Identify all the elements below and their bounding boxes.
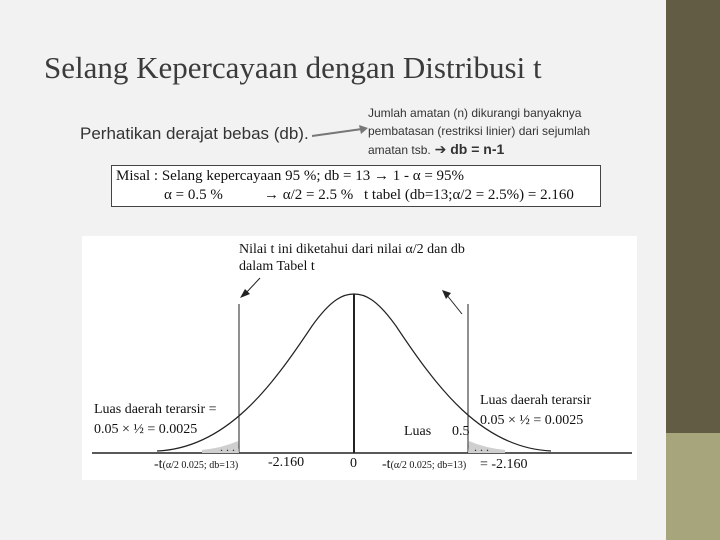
left-critical-t-value: -2.160 xyxy=(268,455,305,470)
center-area-label: Luas xyxy=(404,424,432,439)
right-critical-t-value: = -2.160 xyxy=(480,457,528,472)
pointer-arrow-icon xyxy=(310,124,370,144)
right-tail-dots: . . . xyxy=(474,440,489,454)
right-arrow-icon: ➔ xyxy=(434,141,447,157)
left-area-label: Luas daerah terarsir = xyxy=(94,402,217,417)
right-callout-arrowhead xyxy=(442,290,451,299)
right-area-value: 0.05 × ½ = 0.0025 xyxy=(480,413,584,428)
left-area-value: 0.05 × ½ = 0.0025 xyxy=(94,422,198,437)
example-half-alpha: → α/2 = 2.5 % xyxy=(264,187,354,203)
note-line-1: Jumlah amatan (n) dikurangi banyaknya xyxy=(368,106,582,120)
center-zero-label: 0 xyxy=(350,456,357,471)
right-t-prefix: -t xyxy=(382,457,391,472)
example-box xyxy=(111,165,601,207)
center-area-value: 0.5 xyxy=(452,424,470,439)
example-t-table: t tabel (db=13;α/2 = 2.5%) = 2.160 xyxy=(364,187,574,203)
left-t-subscript: (α/2 0.025; db=13) xyxy=(162,460,239,471)
left-critical-t-label xyxy=(154,456,238,474)
t-distribution-figure xyxy=(82,236,637,480)
left-t-prefix: -t xyxy=(154,457,163,472)
example-alpha: α = 0.5 % xyxy=(164,187,223,203)
slide-title: Selang Kepercayaan dengan Distribusi t xyxy=(44,50,542,85)
callout-line-1: Nilai t ini diketahui dari nilai α/2 dan db xyxy=(239,242,465,257)
right-callout-arrow xyxy=(446,294,462,314)
degrees-of-freedom-prompt: Perhatikan derajat bebas (db). xyxy=(80,124,309,143)
note-line-3 xyxy=(368,140,638,159)
db-formula: db = n-1 xyxy=(450,141,505,157)
right-t-subscript: (α/2 0.025; db=13) xyxy=(390,460,467,471)
sidebar-accent-decoration xyxy=(666,433,720,540)
callout-line-2: dalam Tabel t xyxy=(239,259,315,274)
note-line-3-prefix: amatan tsb. xyxy=(368,143,431,157)
note-line-2: pembatasan (restriksi linier) dari sejumlah xyxy=(368,124,591,138)
db-explanation-note xyxy=(368,104,638,159)
right-area-label: Luas daerah terarsir xyxy=(480,393,592,408)
example-line-1: Misal : Selang kepercayaan 95 %; db = 13 → 1 - α = 95% xyxy=(116,168,465,184)
t-distribution-curve-svg xyxy=(82,236,637,480)
left-tail-dots: . . . xyxy=(220,440,235,454)
right-critical-t-label xyxy=(382,456,466,474)
